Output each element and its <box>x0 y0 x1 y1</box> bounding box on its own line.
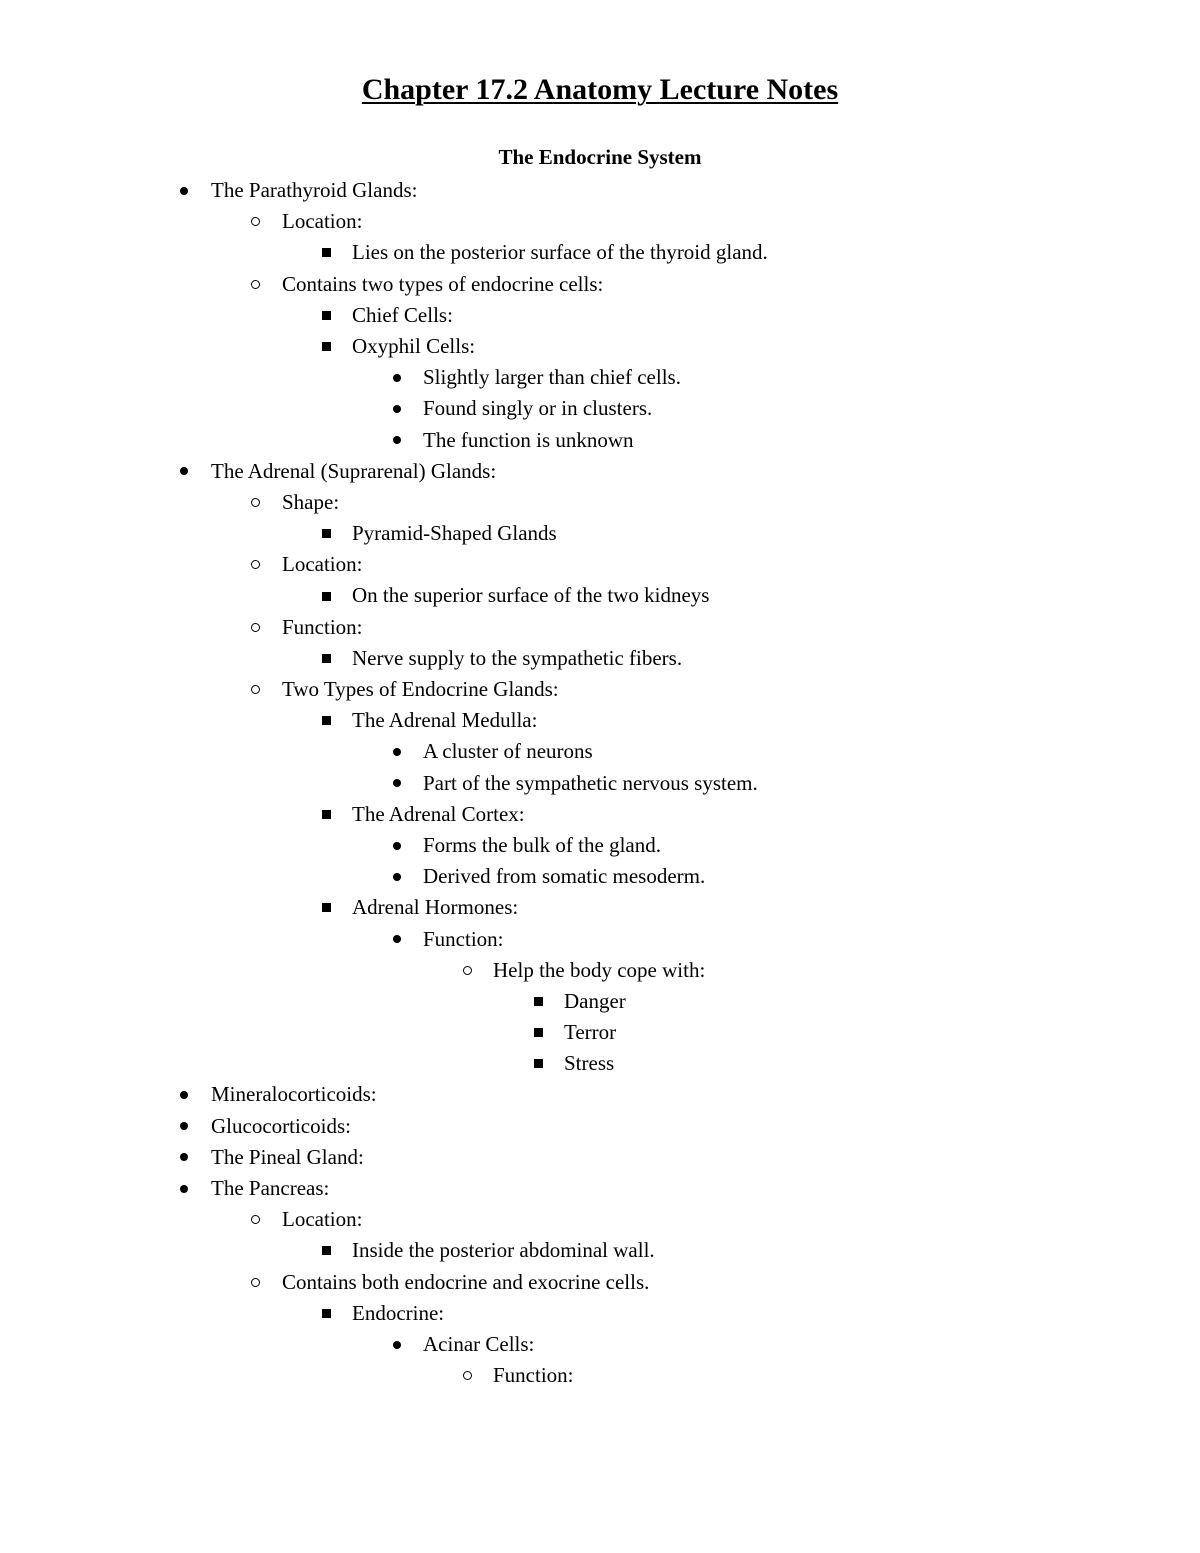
list-item-text: The Pineal Gland: <box>211 1144 364 1169</box>
list-item <box>0 425 1200 456</box>
list-item-text: On the superior surface of the two kidneys <box>352 583 710 608</box>
filled-bullet-icon <box>387 362 407 393</box>
list-item-text: The Parathyroid Glands: <box>211 178 418 202</box>
filled-bullet-icon <box>387 768 407 799</box>
list-item <box>0 487 1200 518</box>
square-bullet-icon <box>316 892 336 923</box>
list-item <box>0 643 1200 674</box>
list-item-text: The Pancreas: <box>211 1176 330 1200</box>
list-item-text: Terror <box>564 1020 617 1045</box>
list-item <box>0 549 1200 580</box>
list-item <box>0 830 1200 861</box>
list-item <box>0 1048 1200 1079</box>
list-item-text: Inside the posterior abdominal wall. <box>352 1238 655 1263</box>
hollow-bullet-icon <box>245 674 265 705</box>
list-item <box>0 362 1200 393</box>
list-item-text: The Adrenal (Suprarenal) Glands: <box>211 458 497 483</box>
square-bullet-icon <box>528 1048 548 1079</box>
list-item-text: Forms the bulk of the gland. <box>423 832 661 857</box>
square-bullet-icon <box>316 580 336 611</box>
list-item <box>0 955 1200 986</box>
list-item-text: Glucocorticoids: <box>211 1113 351 1138</box>
list-item-text: Nerve supply to the sympathetic fibers. <box>352 645 683 670</box>
list-item <box>0 1017 1200 1048</box>
list-item-text: Help the body cope with: <box>493 957 706 982</box>
list-item-text: Contains two types of endocrine cells: <box>282 271 604 296</box>
list-item-text: The Adrenal Cortex: <box>352 801 525 826</box>
list-item-text: Lies on the posterior surface of the thyroid gland. <box>352 240 768 265</box>
filled-bullet-icon <box>174 1142 194 1173</box>
filled-bullet-icon <box>387 830 407 861</box>
list-item-text: Location: <box>282 1207 363 1232</box>
hollow-bullet-icon <box>245 612 265 643</box>
list-item <box>0 1360 1200 1391</box>
list-item <box>0 1267 1200 1298</box>
square-bullet-icon <box>316 1298 336 1329</box>
square-bullet-icon <box>316 1235 336 1266</box>
list-item <box>0 861 1200 892</box>
square-bullet-icon <box>528 986 548 1017</box>
list-item <box>0 175 1200 206</box>
list-item-text: The function is unknown <box>423 427 634 452</box>
list-item-text: Adrenal Hormones: <box>352 895 519 920</box>
filled-bullet-icon <box>387 425 407 456</box>
bullet-outline <box>0 175 1200 1391</box>
list-item <box>0 1235 1200 1266</box>
list-item <box>0 736 1200 767</box>
list-item-text: Endocrine: <box>352 1300 445 1325</box>
list-item-text: Location: <box>282 552 363 577</box>
list-item-text: Location: <box>282 209 363 234</box>
square-bullet-icon <box>316 237 336 268</box>
list-item <box>0 1173 1200 1204</box>
list-item-text: Part of the sympathetic nervous system. <box>423 770 758 795</box>
list-item <box>0 924 1200 955</box>
square-bullet-icon <box>316 300 336 331</box>
title-text: Chapter 17.2 Anatomy Lecture Notes <box>361 73 839 106</box>
list-item <box>0 612 1200 643</box>
list-item <box>0 892 1200 923</box>
list-item <box>0 768 1200 799</box>
list-item <box>0 986 1200 1017</box>
list-item-text: Shape: <box>282 489 340 514</box>
list-item-text: A cluster of neurons <box>423 739 593 764</box>
square-bullet-icon <box>528 1017 548 1048</box>
hollow-bullet-icon <box>245 487 265 518</box>
list-item <box>0 237 1200 268</box>
square-bullet-icon <box>316 799 336 830</box>
list-item-text: Chief Cells: <box>352 302 453 327</box>
list-item <box>0 331 1200 362</box>
list-item <box>0 1204 1200 1235</box>
hollow-bullet-icon <box>457 1360 477 1391</box>
square-bullet-icon <box>316 705 336 736</box>
list-item <box>0 1079 1200 1110</box>
filled-bullet-icon <box>174 1111 194 1142</box>
document-title <box>0 70 1200 110</box>
square-bullet-icon <box>316 331 336 362</box>
list-item <box>0 580 1200 611</box>
hollow-bullet-icon <box>245 269 265 300</box>
list-item <box>0 206 1200 237</box>
filled-bullet-icon <box>387 861 407 892</box>
list-item <box>0 1298 1200 1329</box>
list-item-text: Found singly or in clusters. <box>423 396 653 421</box>
list-item <box>0 1142 1200 1173</box>
square-bullet-icon <box>316 518 336 549</box>
filled-bullet-icon <box>387 924 407 955</box>
hollow-bullet-icon <box>245 549 265 580</box>
list-item-text: Function: <box>282 614 363 639</box>
square-bullet-icon <box>316 643 336 674</box>
filled-bullet-icon <box>174 456 194 487</box>
filled-bullet-icon <box>174 1079 194 1110</box>
list-item-text: Function: <box>493 1363 574 1388</box>
list-item <box>0 1111 1200 1142</box>
hollow-bullet-icon <box>457 955 477 986</box>
hollow-bullet-icon <box>245 1267 265 1298</box>
list-item <box>0 518 1200 549</box>
list-item-text: The Adrenal Medulla: <box>352 708 538 733</box>
section-heading: The Endocrine System <box>498 145 702 169</box>
filled-bullet-icon <box>387 1329 407 1360</box>
list-item <box>0 456 1200 487</box>
list-item <box>0 674 1200 705</box>
list-item-text: Oxyphil Cells: <box>352 333 476 358</box>
list-item-text: Pyramid-Shaped Glands <box>352 521 557 546</box>
list-item-text: Mineralocorticoids: <box>211 1082 377 1107</box>
list-item-text: Derived from somatic mesoderm. <box>423 864 706 889</box>
filled-bullet-icon <box>387 393 407 424</box>
list-item <box>0 799 1200 830</box>
hollow-bullet-icon <box>245 1204 265 1235</box>
filled-bullet-icon <box>387 736 407 767</box>
list-item-text: Acinar Cells: <box>423 1331 535 1356</box>
list-item-text: Danger <box>564 988 626 1013</box>
list-item <box>0 1329 1200 1360</box>
list-item-text: Two Types of Endocrine Glands: <box>282 677 559 701</box>
list-item <box>0 300 1200 331</box>
list-item-text: Slightly larger than chief cells. <box>423 365 681 390</box>
list-item-text: Contains both endocrine and exocrine cells. <box>282 1269 650 1294</box>
list-item-text: Function: <box>423 926 504 951</box>
filled-bullet-icon <box>174 175 194 206</box>
hollow-bullet-icon <box>245 206 265 237</box>
list-item <box>0 705 1200 736</box>
filled-bullet-icon <box>174 1173 194 1204</box>
list-item <box>0 269 1200 300</box>
list-item-text: Stress <box>564 1051 615 1076</box>
list-item <box>0 393 1200 424</box>
